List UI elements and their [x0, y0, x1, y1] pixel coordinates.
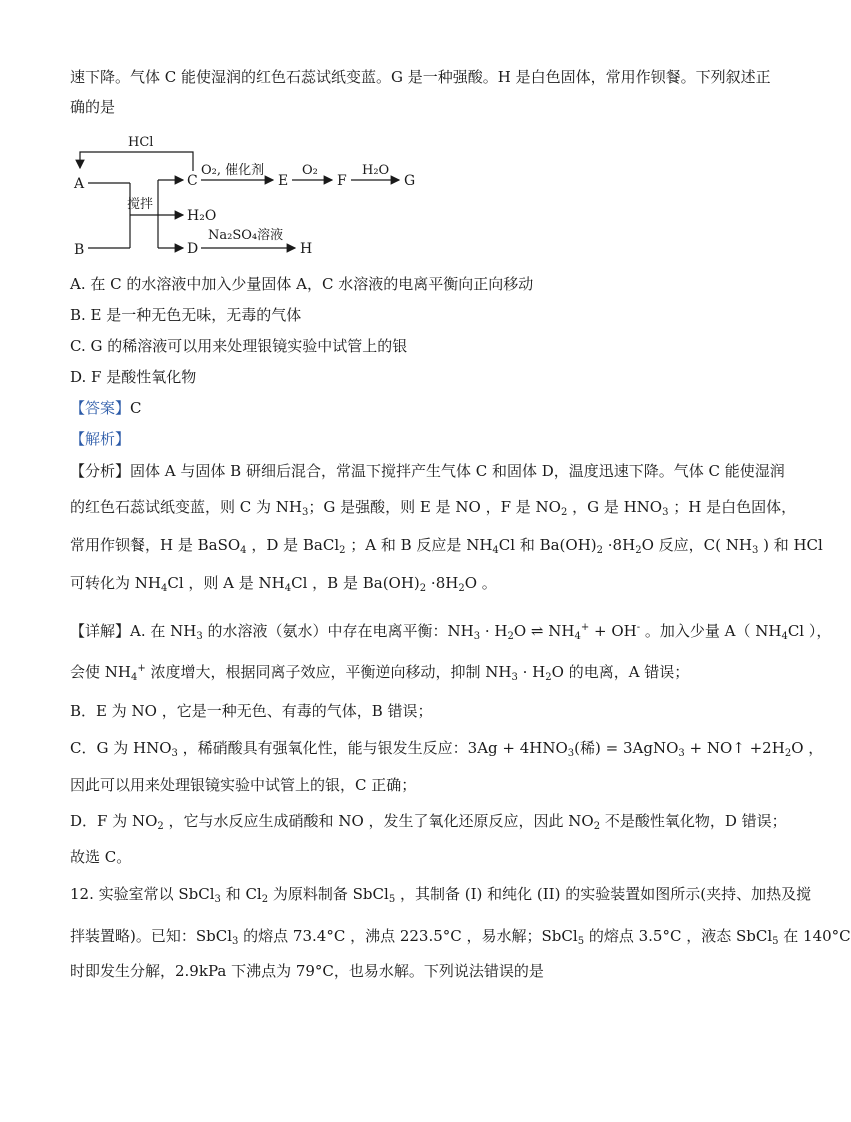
analysis-line-2: 的红色石蕊试纸变蓝，则 C 为 $NH_3$；G 是强酸，则 E 是 NO ，F 是 $NO_2$ ，G 是 $HNO_3$ ；H 是白色固体， — [70, 498, 797, 518]
o2-catalyst-label: O₂, 催化剂 — [201, 163, 265, 178]
node-b: B — [74, 242, 85, 258]
answer-line — [70, 397, 730, 419]
node-e: E — [278, 173, 289, 189]
answer-tag: 【答案】 — [70, 399, 131, 417]
analysis-heading — [70, 428, 730, 450]
node-c: C — [187, 173, 198, 189]
node-f: F — [337, 173, 347, 189]
analysis-text: 固体 A 与固体 B 研细后混合，常温下搅拌产生气体 C 和固体 D，温度迅速下降。气体 C 能使湿润 — [130, 462, 785, 480]
detail-line-6: D．F 为 $NO_2$ ，它与水反应生成硝酸和 NO ，发生了氧化还原反应，因此 $NO_2$ 不是酸性氧化物，D 错误； — [70, 812, 787, 832]
o2-label: O₂ — [302, 163, 318, 178]
node-d: D — [187, 241, 199, 257]
intro-line-2: 确的是 — [70, 98, 116, 116]
option-c: C. G 的稀溶液可以用来处理银镜实验中试管上的银 — [70, 337, 408, 355]
detail-line-3: B．E 为 NO ，它是一种无色、有毒的气体，B 错误； — [70, 702, 433, 720]
analysis-line-4: 可转化为 $NH_4Cl$ ，则 A 是 $NH_4Cl$ ，B 是 $Ba(OH)_2 \cdot 8H_2O$ 。 — [70, 574, 497, 594]
analysis-fenxi-tag: 【分析】 — [70, 462, 131, 480]
node-g: G — [404, 173, 416, 189]
intro-line-1: 速下降。气体 C 能使湿润的红色石蕊试纸变蓝。G 是一种强酸。H 是白色固体，常用作钡餐。下列叙述正 — [70, 68, 771, 86]
detail-line-7: 故选 C。 — [70, 848, 132, 866]
question-12-line-2: 拌装置略)。已知：SbCl$_3$ 的熔点 73.4°C ，沸点 223.5°C ，易水解；SbCl$_5$ 的熔点 3.5°C ，液态 SbCl$_5$ 在 140°C — [70, 927, 851, 947]
reaction-flow-diagram — [70, 130, 430, 260]
h2o-label: H₂O — [362, 163, 390, 178]
detail-line-5: 因此可以用来处理银镜实验中试管上的银，C 正确； — [70, 776, 417, 794]
na2so4-label: Na₂SO₄溶液 — [208, 228, 284, 243]
node-h: H — [300, 241, 313, 257]
stir-label: 搅拌 — [127, 197, 154, 212]
node-a: A — [74, 176, 85, 192]
hcl-loop-arrow — [80, 152, 193, 171]
water-product: H₂O — [187, 208, 217, 224]
analysis-line-1 — [70, 460, 785, 482]
detail-line-2: 会使 $NH_4^+$ 浓度增大，根据同离子效应，平衡逆向移动，抑制 $NH_3 \cdot H_2O$ 的电离，A 错误； — [70, 663, 690, 683]
hcl-label: HCl — [128, 135, 154, 150]
detail-line-4: C．G 为 $HNO_3$ ，稀硝酸具有强氧化性，能与银发生反应：$3Ag + 4HNO_3$(稀) = 3AgNO$_3$ + NO↑ $+2H_2O$ ， — [70, 739, 824, 759]
option-a: A. 在 C 的水溶液中加入少量固体 A，C 水溶液的电离平衡向正向移动 — [70, 275, 534, 293]
analysis-tag: 【解析】 — [70, 430, 131, 448]
option-d: D. F 是酸性氧化物 — [70, 368, 197, 386]
analysis-line-3: 常用作钡餐，H 是 BaSO$_4$ ，D 是 BaCl$_2$ ；A 和 B 反应是 $NH_4Cl$ 和 $Ba(OH)_2 \cdot 8H_2O$ 反应，C( $NH_3$ ) 和 HCl — [70, 536, 823, 556]
question-12-line-3: 时即发生分解，2.9kPa 下沸点为 79°C，也易水解。下列说法错误的是 — [70, 962, 544, 980]
detail-tag: 【详解】 — [70, 622, 131, 640]
answer-value: C — [130, 399, 142, 417]
option-b: B. E 是一种无色无味，无毒的气体 — [70, 306, 302, 324]
question-12-line-1: 12. 实验室常以 SbCl$_3$ 和 $Cl_2$ 为原料制备 SbCl$_5$ ，其制备 (I) 和纯化 (II) 的实验装置如图所示(夹持、加热及搅 — [70, 885, 812, 905]
detail-line-1: 【详解】A. 在 $NH_3$ 的水溶液（氨水）中存在电离平衡：$NH_3 \cdot H_2O$ ⇌ $NH_4^+ + OH^-$ 。加入少量 A（ $NH_4Cl$ ）， — [70, 622, 832, 642]
